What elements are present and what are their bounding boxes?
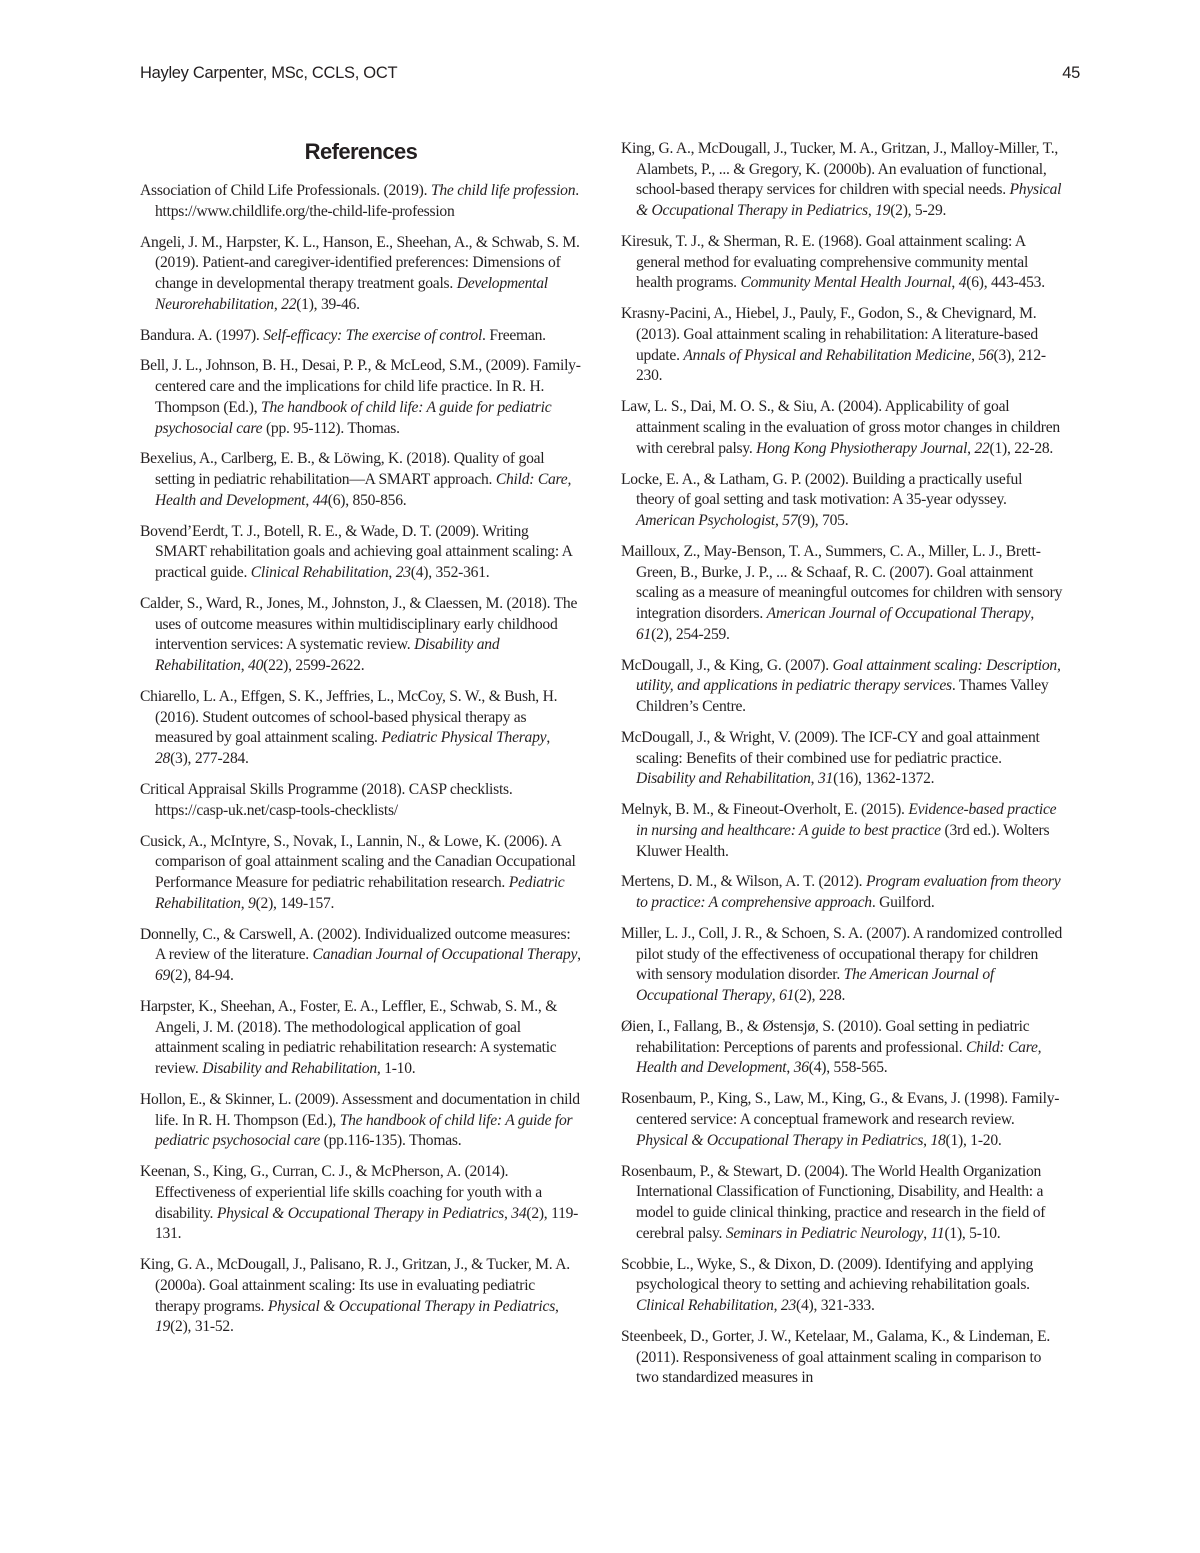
reference-italic-text: 22	[974, 439, 990, 457]
reference-text: Critical Appraisal Skills Programme (2018). CASP checklists. https://casp-uk.net/casp-tools-checklists/	[140, 781, 513, 819]
reference-text: Hollon, E., & Skinner, L. (2009). Assessment and documentation in child life. In R. H. Thompson (Ed.),	[140, 1090, 580, 1129]
reference-text: ,	[810, 770, 818, 788]
reference-text: ,	[774, 512, 783, 529]
reference-text: Donnelly, C., & Carswell, A. (2002). Individualized outcome measures: A review of the literature.	[140, 925, 571, 964]
reference-text: Mailloux, Z., May-Benson, T. A., Summers, C. A., Miller, L. J., Brett-Green, B., Burke, J. P., ... & Schaaf, R. C. (2007). Goal attainment scaling as a measure of meaningful outcomes for children with sensory integration disorders.	[621, 542, 1063, 622]
reference-entry	[140, 780, 582, 821]
reference-italic-text: Clinical Rehabilitation	[250, 564, 389, 582]
reference-entry	[621, 470, 1063, 532]
reference-italic-text: Community Mental Health Journal	[740, 274, 952, 292]
left-column	[140, 139, 582, 1348]
reference-text: ,	[923, 1224, 931, 1242]
reference-text: Law, L. S., Dai, M. O. S., & Siu, A. (2004). Applicability of goal attainment scaling in the evaluation of gross motor changes in children with cerebral palsy.	[621, 398, 1060, 457]
reference-entry	[140, 594, 582, 677]
reference-text: Melnyk, B. M., & Fineout-Overholt, E. (2015).	[621, 801, 909, 819]
reference-text: (22), 2599-2622.	[263, 657, 365, 675]
reference-text: (pp. 95-112). Thomas.	[262, 419, 400, 437]
reference-text: (4), 558-565.	[808, 1059, 888, 1077]
reference-text: ,	[1030, 605, 1035, 622]
reference-text: Association of Child Life Professionals. (2019).	[140, 182, 431, 199]
reference-text: (1), 22-28.	[989, 439, 1054, 457]
reference-italic-text: 19	[875, 202, 891, 220]
reference-text: ,	[388, 564, 396, 582]
reference-text: (1), 1-20.	[945, 1131, 1002, 1149]
reference-entry	[621, 1017, 1063, 1079]
reference-text: (16), 1362-1372.	[833, 770, 935, 788]
reference-text: . Thames Valley Children’s Centre.	[636, 677, 1049, 715]
reference-text: (3), 277-284.	[170, 750, 249, 768]
reference-text: , 1-10.	[376, 1060, 416, 1078]
reference-text: ,	[555, 1297, 559, 1315]
reference-entry	[621, 139, 1063, 222]
reference-italic-text: American Psychologist	[636, 512, 775, 529]
reference-italic-text: 40	[248, 657, 264, 675]
reference-entry	[140, 997, 582, 1080]
reference-text: (2), 84-94.	[170, 967, 234, 985]
reference-italic-text: 61	[636, 625, 652, 643]
reference-italic-text: 57	[782, 512, 798, 529]
reference-italic-text: Program evaluation from theory to practice: A comprehensive approach	[636, 873, 1061, 912]
reference-entry	[621, 656, 1063, 718]
reference-italic-text: Self-efficacy: The exercise of control	[263, 326, 483, 344]
reference-text: Bandura. A. (1997).	[140, 326, 264, 344]
reference-text: McDougall, J., & Wright, V. (2009). The ICF-CY and goal attainment scaling: Benefits of their combined use for pediatric practice.	[621, 728, 1040, 767]
reference-entry	[621, 1255, 1063, 1317]
reference-entry	[140, 687, 582, 770]
reference-text: (3rd ed.). Wolters Kluwer Health.	[636, 821, 1050, 860]
reference-italic-text: 44	[312, 491, 328, 509]
reference-text: (6), 850-856.	[327, 491, 407, 509]
reference-text: Bell, J. L., Johnson, B. H., Desai, P. P., & McLeod, S.M., (2009). Family-centered care and the implications for child life practice. In R. H. Thompson (Ed.),	[140, 357, 581, 416]
reference-text: Miller, L. J., Coll, J. R., & Schoen, S. A. (2007). A randomized controlled pilot study of the effectiveness of occupational therapy for children with sensory modulation disorder.	[621, 925, 1063, 984]
reference-italic-text: Pediatric Rehabilitation	[155, 874, 565, 912]
reference-entry	[621, 397, 1063, 459]
reference-entry	[140, 449, 582, 511]
reference-italic-text: Child: Care, Health and Development	[636, 1038, 1042, 1077]
reference-text: (2), 228.	[794, 987, 846, 1005]
reference-text: . https://www.childlife.org/the-child-life-profession	[155, 182, 579, 220]
reference-text: ,	[546, 729, 550, 747]
reference-entry	[621, 1327, 1063, 1389]
reference-entry	[621, 924, 1063, 1007]
reference-text: ,	[773, 1297, 781, 1315]
reference-italic-text: Child: Care, Health and Development	[155, 471, 572, 509]
reference-text: ,	[923, 1131, 931, 1149]
reference-text: ,	[240, 894, 249, 912]
reference-text: (2), 31-52.	[170, 1318, 234, 1336]
reference-text: Krasny-Pacini, A., Hiebel, J., Pauly, F., Godon, S., & Chevignard, M. (2013). Goal attainment scaling in rehabilitation: A literature-based update.	[621, 305, 1038, 364]
reference-text: (2), 5-29.	[890, 202, 947, 220]
reference-italic-text: Canadian Journal of Occupational Therapy	[312, 946, 578, 964]
reference-italic-text: Physical & Occupational Therapy in Pediatrics	[267, 1297, 556, 1315]
reference-text: Scobbie, L., Wyke, S., & Dixon, D. (2009). Identifying and applying psychological theory to setting and achieving rehabilitation goals.	[621, 1255, 1034, 1294]
reference-italic-text: Seminars in Pediatric Neurology	[725, 1224, 924, 1242]
reference-text: ,	[305, 491, 313, 509]
reference-entry	[621, 232, 1063, 294]
reference-text: Mertens, D. M., & Wilson, A. T. (2012).	[621, 873, 866, 891]
reference-text: (1), 39-46.	[296, 295, 360, 313]
reference-text: ,	[577, 946, 581, 964]
reference-italic-text: Disability and Rehabilitation	[155, 636, 500, 675]
reference-text: ,	[273, 295, 282, 313]
reference-entry	[621, 1089, 1063, 1151]
reference-entry	[140, 925, 582, 987]
reference-entry	[621, 542, 1063, 646]
left-reference-list	[140, 181, 582, 1338]
references-heading: References	[304, 139, 418, 164]
reference-italic-text: Physical & Occupational Therapy in Pediatrics	[636, 1131, 924, 1149]
reference-italic-text: 28	[155, 750, 171, 768]
reference-italic-text: 36	[793, 1059, 809, 1077]
reference-italic-text: The child life profession	[430, 182, 576, 199]
reference-italic-text: 23	[395, 564, 411, 582]
reference-italic-text: 31	[817, 770, 834, 788]
reference-italic-text: 9	[248, 894, 256, 912]
reference-text: (1), 5-10.	[944, 1224, 1001, 1242]
reference-italic-text: 4	[958, 274, 967, 292]
reference-entry	[140, 181, 582, 222]
reference-entry	[621, 728, 1063, 790]
reference-italic-text: Pediatric Physical Therapy	[381, 729, 547, 747]
reference-text: ,	[971, 346, 979, 364]
page-number: 45	[1062, 64, 1080, 82]
reference-italic-text: Physical & Occupational Therapy in Pediatrics	[636, 181, 1062, 220]
reference-italic-text: The American Journal of Occupational Therapy	[636, 966, 994, 1005]
reference-entry	[621, 800, 1063, 862]
reference-italic-text: Physical & Occupational Therapy in Pediatrics	[216, 1204, 504, 1222]
reference-italic-text: Disability and Rehabilitation	[202, 1060, 377, 1078]
reference-entry	[140, 832, 582, 915]
reference-text: ,	[786, 1059, 794, 1077]
reference-italic-text: American Journal of Occupational Therapy	[766, 605, 1031, 622]
reference-text: (3), 212-230.	[636, 346, 1046, 385]
reference-italic-text: 18	[930, 1131, 946, 1149]
reference-italic-text: 22	[281, 295, 297, 313]
reference-italic-text: Hong Kong Physiotherapy Journal	[756, 439, 968, 457]
reference-text: Rosenbaum, P., & Stewart, D. (2004). The World Health Organization International Classification of Functioning, Disability, and Health: a model to guide clinical thinking, practice and research in the field of cerebral palsy.	[621, 1162, 1046, 1242]
reference-text: (2), 254-259.	[651, 625, 730, 643]
reference-text: (9), 705.	[797, 512, 849, 529]
reference-text: Kiresuk, T. J., & Sherman, R. E. (1968). Goal attainment scaling: A general method for evaluating comprehensive community mental health programs.	[621, 233, 1029, 292]
reference-entry	[140, 356, 582, 439]
reference-italic-text: The handbook of child life: A guide for pediatric psychosocial care	[155, 1111, 573, 1150]
reference-entry	[140, 1162, 582, 1245]
reference-text: . Guilford.	[871, 894, 935, 912]
reference-entry	[140, 233, 582, 316]
reference-entry	[140, 1255, 582, 1338]
reference-text: Locke, E. A., & Latham, G. P. (2002). Building a practically useful theory of goal setting and task motivation: A 35-year odyssey.	[621, 470, 1023, 509]
reference-entry	[140, 326, 582, 347]
reference-text: . Freeman.	[482, 326, 546, 344]
reference-text: Cusick, A., McIntyre, S., Novak, I., Lannin, N., & Lowe, K. (2006). A comparison of goal attainment scaling and the Canadian Occupational Performance Measure for pediatric rehabilitation research.	[140, 832, 576, 892]
reference-entry	[140, 522, 582, 584]
running-header	[140, 64, 1080, 88]
reference-text: (4), 352-361.	[410, 564, 490, 582]
reference-text: (6), 443-453.	[966, 274, 1045, 292]
reference-italic-text: 19	[155, 1318, 171, 1336]
reference-italic-text: The handbook of child life: A guide for pediatric psychosocial care	[155, 398, 552, 437]
reference-text: Rosenbaum, P., King, S., Law, M., King, G., & Evans, J. (1998). Family-centered service: A conceptual framework and research review.	[621, 1090, 1060, 1129]
reference-text: (2), 149-157.	[255, 894, 335, 912]
reference-italic-text: Disability and Rehabilitation	[636, 770, 811, 788]
reference-text: King, G. A., McDougall, J., Tucker, M. A., Gritzan, J., Malloy-Miller, T., Alambets, P., ... & Gregory, K. (2000b). An evaluation of functional, school-based therapy services for children with special needs.	[621, 140, 1059, 199]
reference-text: Bovend’Eerdt, T. J., Botell, R. E., & Wade, D. T. (2009). Writing SMART rehabilitation goals and achieving goal attainment scaling: A practical guide.	[140, 522, 572, 582]
reference-text: ,	[771, 987, 780, 1005]
reference-text: Angeli, J. M., Harpster, K. L., Hanson, E., Sheehan, A., & Schwab, S. M. (2019). Patient-and caregiver-identified preferences: Dimensions of change in developmental therapy treatment goals.	[140, 233, 580, 292]
reference-text: ,	[967, 439, 975, 457]
reference-italic-text: Clinical Rehabilitation	[636, 1297, 774, 1315]
reference-entry	[621, 1162, 1063, 1245]
reference-text: Keenan, S., King, G., Curran, C. J., & McPherson, A. (2014). Effectiveness of experiential life skills coaching for youth with a disability.	[140, 1163, 542, 1222]
reference-text: McDougall, J., & King, G. (2007).	[621, 656, 833, 674]
reference-text: ,	[867, 202, 876, 220]
reference-italic-text: Annals of Physical and Rehabilitation Medicine	[683, 346, 972, 364]
reference-italic-text: 23	[780, 1297, 797, 1315]
reference-text: Harpster, K., Sheehan, A., Foster, E. A., Leffler, E., Schwab, S. M., & Angeli, J. M. (2018). The methodological application of goal attainment scaling in pediatric rehabilitation research: A systematic review.	[140, 997, 558, 1078]
reference-text: Steenbeek, D., Gorter, J. W., Ketelaar, M., Galama, K., & Lindeman, E. (2011). Responsiveness of goal attainment scaling in comparison to two standardized measures in	[621, 1327, 1051, 1387]
reference-text: ,	[951, 274, 959, 292]
reference-italic-text: 34	[511, 1204, 527, 1222]
reference-italic-text: 69	[155, 967, 171, 985]
right-reference-list	[621, 139, 1063, 1389]
reference-text: (4), 321-333.	[796, 1297, 875, 1315]
reference-entry	[621, 872, 1063, 913]
reference-italic-text: 61	[779, 987, 795, 1005]
reference-entry	[140, 1090, 582, 1152]
reference-text: King, G. A., McDougall, J., Palisano, R. J., Gritzan, J., & Tucker, M. A. (2000a). Goal attainment scaling: Its use in evaluating pediatric therapy programs.	[140, 1256, 570, 1315]
reference-italic-text: Evidence-based practice in nursing and healthcare: A guide to best practice	[636, 801, 1057, 839]
reference-italic-text: Goal attainment scaling: Description, utility, and applications in pediatric therapy services	[636, 656, 1061, 695]
reference-italic-text: 11	[930, 1224, 945, 1242]
reference-entry	[621, 304, 1063, 387]
header-author: Hayley Carpenter, MSc, CCLS, OCT	[140, 64, 398, 82]
right-column	[621, 139, 1063, 1399]
reference-text: Bexelius, A., Carlberg, E. B., & Löwing, K. (2018). Quality of goal setting in pediatric rehabilitation—A SMART approach.	[140, 450, 545, 489]
reference-text: ,	[240, 657, 249, 675]
reference-text: (2), 119-131.	[155, 1204, 579, 1243]
reference-text: Calder, S., Ward, R., Jones, M., Johnston, J., & Claessen, M. (2018). The uses of outcome measures within multidisciplinary early childhood intervention services: A systematic review.	[140, 595, 578, 654]
reference-italic-text: 56	[978, 346, 994, 364]
reference-text: ,	[503, 1204, 512, 1222]
reference-italic-text: Developmental Neurorehabilitation	[155, 275, 548, 313]
reference-text: (pp.116-135). Thomas.	[320, 1132, 462, 1150]
reference-text: Chiarello, L. A., Effgen, S. K., Jeffries, L., McCoy, S. W., & Bush, H. (2016). Student outcomes of school-based physical therapy as measured by goal attainment scaling.	[140, 688, 558, 747]
reference-text: Øien, I., Fallang, B., & Østensjø, S. (2010). Goal setting in pediatric rehabilitation: Perceptions of parents and professional.	[621, 1018, 1030, 1056]
